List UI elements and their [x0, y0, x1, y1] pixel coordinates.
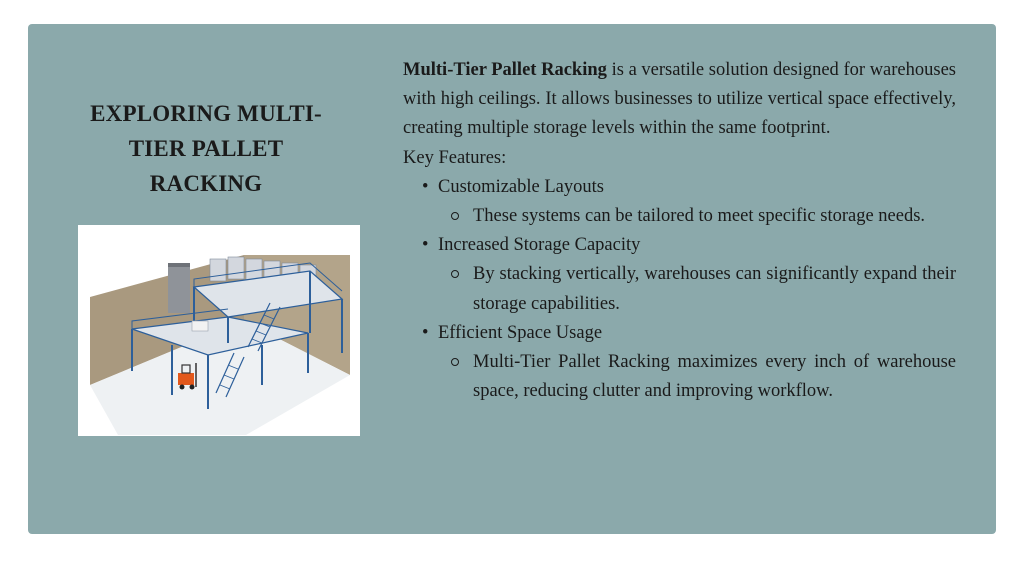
content-column	[403, 56, 956, 406]
feature-list	[403, 173, 956, 407]
feature-item	[403, 319, 956, 407]
left-column	[28, 24, 408, 534]
feature-title: Increased Storage Capacity	[438, 235, 641, 256]
key-features-heading: Key Features:	[403, 147, 507, 168]
racking-illustration	[78, 225, 360, 436]
feature-detail-list	[438, 348, 956, 406]
intro-paragraph	[403, 56, 956, 144]
slide	[28, 24, 996, 534]
feature-title: Customizable Layouts	[438, 176, 604, 197]
slide-title: EXPLORING MULTI-TIER PALLET RACKING	[90, 101, 322, 196]
intro-bold-term: Multi-Tier Pallet Racking	[403, 60, 607, 80]
racking-illustration-svg	[78, 225, 360, 436]
feature-title: Efficient Space Usage	[438, 322, 603, 343]
feature-detail: Multi-Tier Pallet Racking maximizes every inch of warehouse space, reducing clutter and improving workflow.	[438, 348, 956, 406]
feature-detail-list	[438, 260, 956, 318]
intro-text: is a versatile solution designed for warehouses with high ceilings. It allows businesses to utilize vertical space effectively, creating multiple storage levels within the same footprint.	[403, 60, 956, 139]
feature-item	[403, 231, 956, 319]
feature-detail: These systems can be tailored to meet specific storage needs.	[438, 202, 956, 231]
feature-detail-list	[438, 202, 956, 231]
feature-detail: By stacking vertically, warehouses can significantly expand their storage capabilities.	[438, 260, 956, 318]
feature-item	[403, 173, 956, 231]
